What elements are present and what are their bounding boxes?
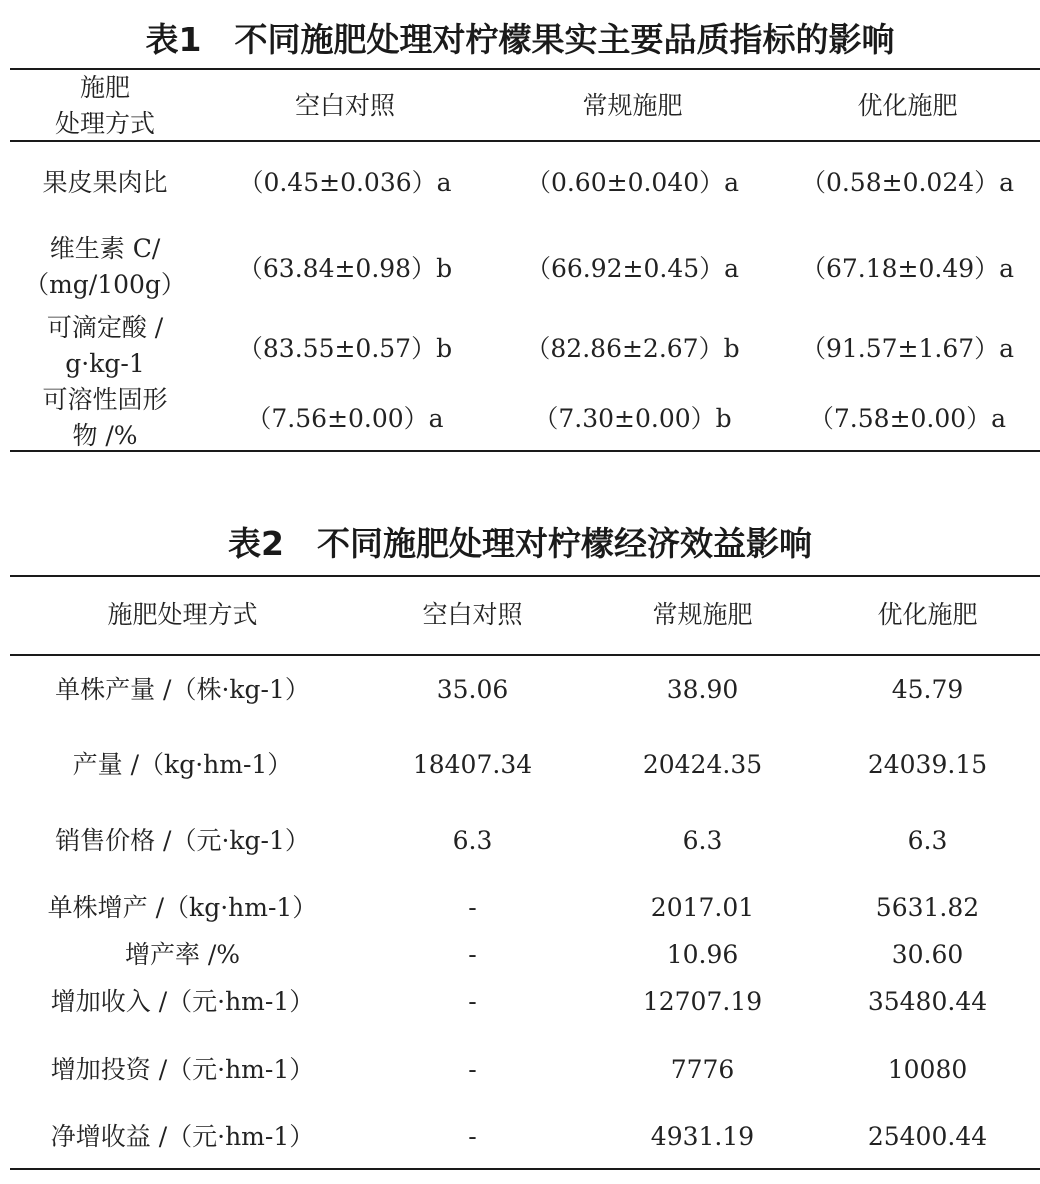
table2-cell: 10.96 [666, 940, 739, 969]
table2-cell: 6.3 [452, 826, 493, 855]
table1-header-method-l2: 处理方式 [54, 109, 155, 138]
table1-row-label: 果皮果肉比 [42, 168, 168, 197]
table2-cell: 35.06 [436, 675, 509, 704]
table1-cell: （7.30±0.00）b [533, 404, 732, 433]
table1-cell: （66.92±0.45）a [525, 254, 740, 283]
table1-cell: （67.18±0.49）a [800, 254, 1015, 283]
table2-cell: 4931.19 [650, 1122, 755, 1151]
table2-cell: 7776 [670, 1055, 735, 1084]
table2-top-rule [10, 575, 1040, 577]
table1-header-optimized: 优化施肥 [857, 91, 958, 120]
table2-header-rule [10, 654, 1040, 656]
table2-cell: 12707.19 [642, 987, 763, 1016]
table2-cell: - [468, 987, 477, 1016]
table1-header-blank: 空白对照 [294, 91, 395, 120]
table2-cell: 2017.01 [650, 893, 755, 922]
table1-cell: （0.58±0.024）a [800, 168, 1015, 197]
table2-cell: 45.79 [891, 675, 964, 704]
table1-row-label [10, 382, 200, 454]
table2-cell: 38.90 [666, 675, 739, 704]
table2-header-conventional: 常规施肥 [652, 600, 753, 629]
table1-cell: （82.86±2.67）b [525, 334, 740, 363]
table1-row-label-l1: 维生素 C/ [49, 234, 161, 263]
table2-cell: 30.60 [891, 940, 964, 969]
table1-row-label-l2: （mg/100g） [24, 270, 186, 299]
table1-row-label [10, 231, 200, 303]
table2-cell: 5631.82 [875, 893, 980, 922]
table2-cell: - [468, 1122, 477, 1151]
table2-row-label: 单株增产 /（kg·hm-1） [47, 893, 318, 922]
table1-cell: （0.45±0.036）a [238, 168, 452, 197]
table2-header-blank: 空白对照 [422, 600, 523, 629]
table2-cell: - [468, 940, 477, 969]
table1-cell: （91.57±1.67）a [800, 334, 1015, 363]
table1-header-method [10, 70, 200, 142]
table2-row-label: 单株产量 /（株·kg-1） [55, 675, 310, 704]
table1-row-label [10, 310, 200, 382]
table2-bottom-rule [10, 1168, 1040, 1170]
table1-cell: （63.84±0.98）b [237, 254, 453, 283]
table2-cell: - [468, 893, 477, 922]
table1-title: 表1 不同施肥处理对柠檬果实主要品质指标的影响 [145, 20, 895, 59]
table2-cell: - [468, 1055, 477, 1084]
table2-cell: 10080 [887, 1055, 968, 1084]
table1-bottom-rule [10, 450, 1040, 452]
table1-cell: （7.56±0.00）a [246, 404, 444, 433]
table2-row-label: 净增收益 /（元·hm-1） [50, 1122, 315, 1151]
table2-cell: 18407.34 [412, 750, 533, 779]
table1-cell: （7.58±0.00）a [808, 404, 1007, 433]
table2-cell: 25400.44 [867, 1122, 988, 1151]
table1-row-label-l2: g·kg-1 [65, 349, 145, 378]
table1-header-method-l1: 施肥 [79, 73, 130, 102]
table1-cell: （0.60±0.040）a [525, 168, 740, 197]
table1-row-label-l1: 可滴定酸 / [46, 313, 164, 342]
table1-cell: （83.55±0.57）b [237, 334, 453, 363]
table2-cell: 6.3 [682, 826, 723, 855]
table2-row-label: 产量 /（kg·hm-1） [72, 750, 293, 779]
table2-header-optimized: 优化施肥 [877, 600, 978, 629]
table2-row-label: 增加投资 /（元·hm-1） [50, 1055, 315, 1084]
table2-cell: 6.3 [907, 826, 948, 855]
table1-row-label-l2: 物 /% [72, 421, 138, 450]
table2-row-label: 销售价格 /（元·kg-1） [55, 826, 310, 855]
table2-title: 表2 不同施肥处理对柠檬经济效益影响 [228, 524, 812, 563]
table2-cell: 20424.35 [642, 750, 763, 779]
table2-row-label: 增加收入 /（元·hm-1） [50, 987, 315, 1016]
table2-header-method: 施肥处理方式 [107, 600, 258, 629]
table1-row-label-l1: 可溶性固形 [42, 385, 168, 414]
table2-cell: 24039.15 [867, 750, 988, 779]
table1-header-rule [10, 140, 1040, 142]
table2-row-label: 增产率 /% [124, 940, 241, 969]
table2-cell: 35480.44 [867, 987, 988, 1016]
table1-header-conventional: 常规施肥 [582, 91, 683, 120]
